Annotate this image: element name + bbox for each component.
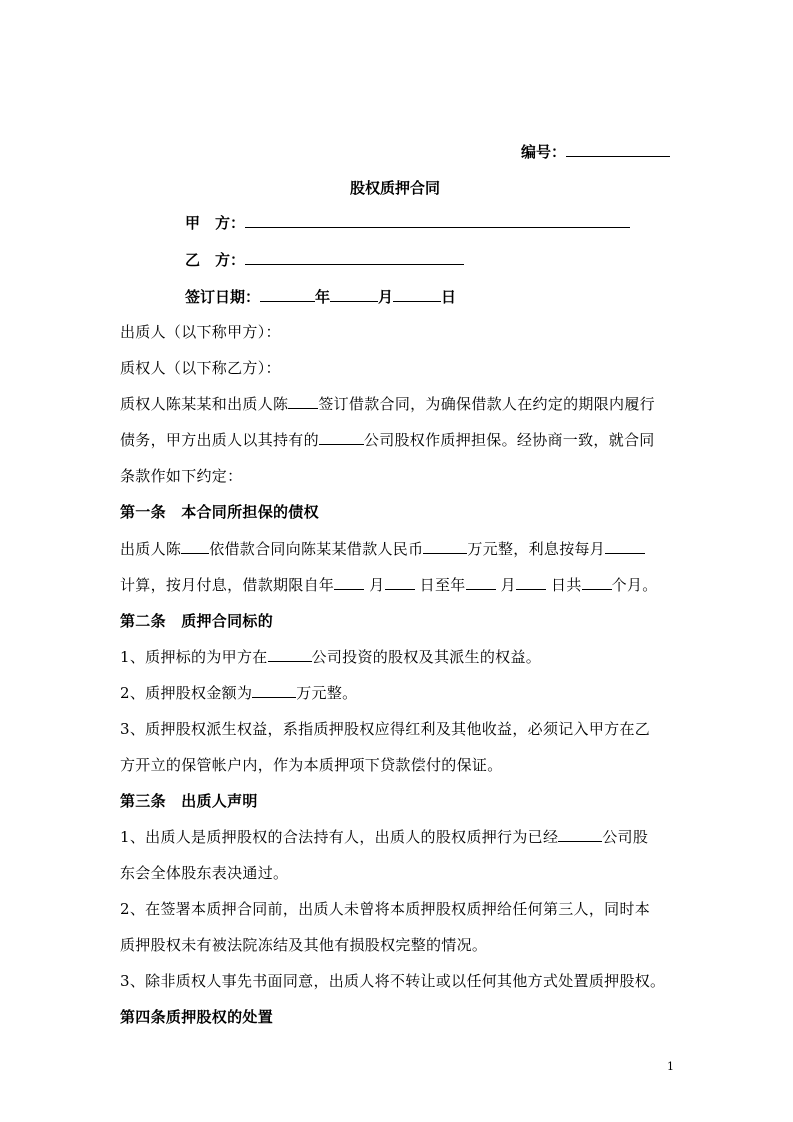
article-3-item-1-line-2: 东会全体股东表决通过。 (120, 864, 289, 882)
intro-text: 公司股权作质押担保。经协商一致，就合同 (363, 431, 655, 449)
article-text: 万元整，利息按每月 (467, 540, 606, 558)
article-2-item-3-line-1: 3、质押股权派生权益，系指质押股权应得红利及其他收益，必须记入甲方在乙 (120, 720, 651, 738)
article-3-heading: 第三条 出质人声明 (120, 792, 258, 810)
article-text: 日至年 (419, 576, 466, 594)
blank (385, 575, 415, 590)
article-text: 公司投资的股权及其派生的权益。 (311, 648, 542, 666)
article-2-item-2 (120, 682, 357, 703)
article-text: 月 (369, 576, 385, 594)
borrower-blank (288, 394, 318, 409)
month-blank (330, 287, 378, 302)
article-text: 计算，按月付息，借款期限自年 (120, 576, 335, 594)
article-text: 个月。 (611, 576, 658, 594)
party-a-blank (245, 213, 630, 228)
year-label: 年 (315, 288, 331, 306)
article-3-item-2-line-2: 质押股权未有被法院冻结及其他有损股权完整的情况。 (120, 936, 488, 954)
party-a-line (185, 212, 630, 233)
document-title: 股权质押合同 (350, 179, 441, 197)
intro-paragraph-line-1 (120, 393, 655, 414)
article-text: 依借款合同向陈某某借款人民币 (209, 540, 424, 558)
article-1-line-1 (120, 538, 645, 559)
company-blank (319, 430, 364, 445)
amount-blank (252, 683, 296, 698)
article-text: 1、出质人是质押股权的合法持有人，出质人的股权质押行为已经 (120, 828, 559, 846)
page-number: 1 (667, 1060, 674, 1073)
party-b-blank (245, 250, 464, 265)
party-b-label: 乙 方： (185, 251, 246, 269)
contract-number-blank (566, 142, 670, 157)
intro-text: 签订借款合同，为确保借款人在约定的期限内履行 (318, 395, 655, 413)
signing-date-line (185, 286, 456, 307)
article-text: 2、质押股权金额为 (120, 684, 253, 702)
blank (516, 575, 546, 590)
article-text: 出质人陈 (120, 540, 182, 558)
article-3-item-1-line-1 (120, 826, 648, 847)
article-text: 日共 (551, 576, 582, 594)
year-blank (260, 287, 315, 302)
company-blank (268, 647, 312, 662)
amount-blank (423, 539, 467, 554)
article-text: 公司股 (602, 828, 649, 846)
article-text: 1、质押标的为甲方在 (120, 648, 268, 666)
article-2-heading: 第二条 质押合同标的 (120, 612, 274, 630)
month-label: 月 (378, 288, 394, 306)
blank (334, 575, 364, 590)
article-3-item-3: 3、除非质权人事先书面同意，出质人将不转让或以任何其他方式处置质押股权。 (120, 972, 666, 990)
intro-paragraph-line-3: 条款作如下约定： (120, 467, 243, 485)
day-blank (393, 287, 441, 302)
article-2-item-1 (120, 646, 541, 667)
article-3-item-2-line-1: 2、在签署本质押合同前，出质人未曾将本质押股权质押给任何第三人，同时本 (120, 900, 651, 918)
contract-number-label: 编号： (521, 143, 567, 161)
article-text: 万元整。 (296, 684, 358, 702)
interest-blank (605, 539, 645, 554)
signing-date-label: 签订日期： (185, 288, 261, 306)
blank (466, 575, 496, 590)
party-a-label: 甲 方： (185, 214, 246, 232)
blank (582, 575, 612, 590)
article-text: 月 (500, 576, 516, 594)
day-label: 日 (441, 288, 457, 306)
article-2-item-3-line-2: 方开立的保管帐户内，作为本质押项下贷款偿付的保证。 (120, 756, 503, 774)
pledgee-line: 质权人（以下称乙方）： (120, 359, 281, 377)
article-4-heading: 第四条质押股权的处置 (120, 1008, 274, 1026)
party-b-line (185, 249, 464, 270)
intro-paragraph-line-2 (120, 429, 655, 450)
article-1-heading: 第一条 本合同所担保的债权 (120, 503, 319, 521)
blank (181, 539, 209, 554)
pledgor-line: 出质人（以下称甲方）： (120, 323, 281, 341)
contract-number (521, 141, 670, 162)
company-blank (558, 827, 602, 842)
article-1-line-2 (120, 574, 658, 595)
intro-text: 质权人陈某某和出质人陈 (120, 395, 289, 413)
intro-text: 债务，甲方出质人以其持有的 (120, 431, 319, 449)
